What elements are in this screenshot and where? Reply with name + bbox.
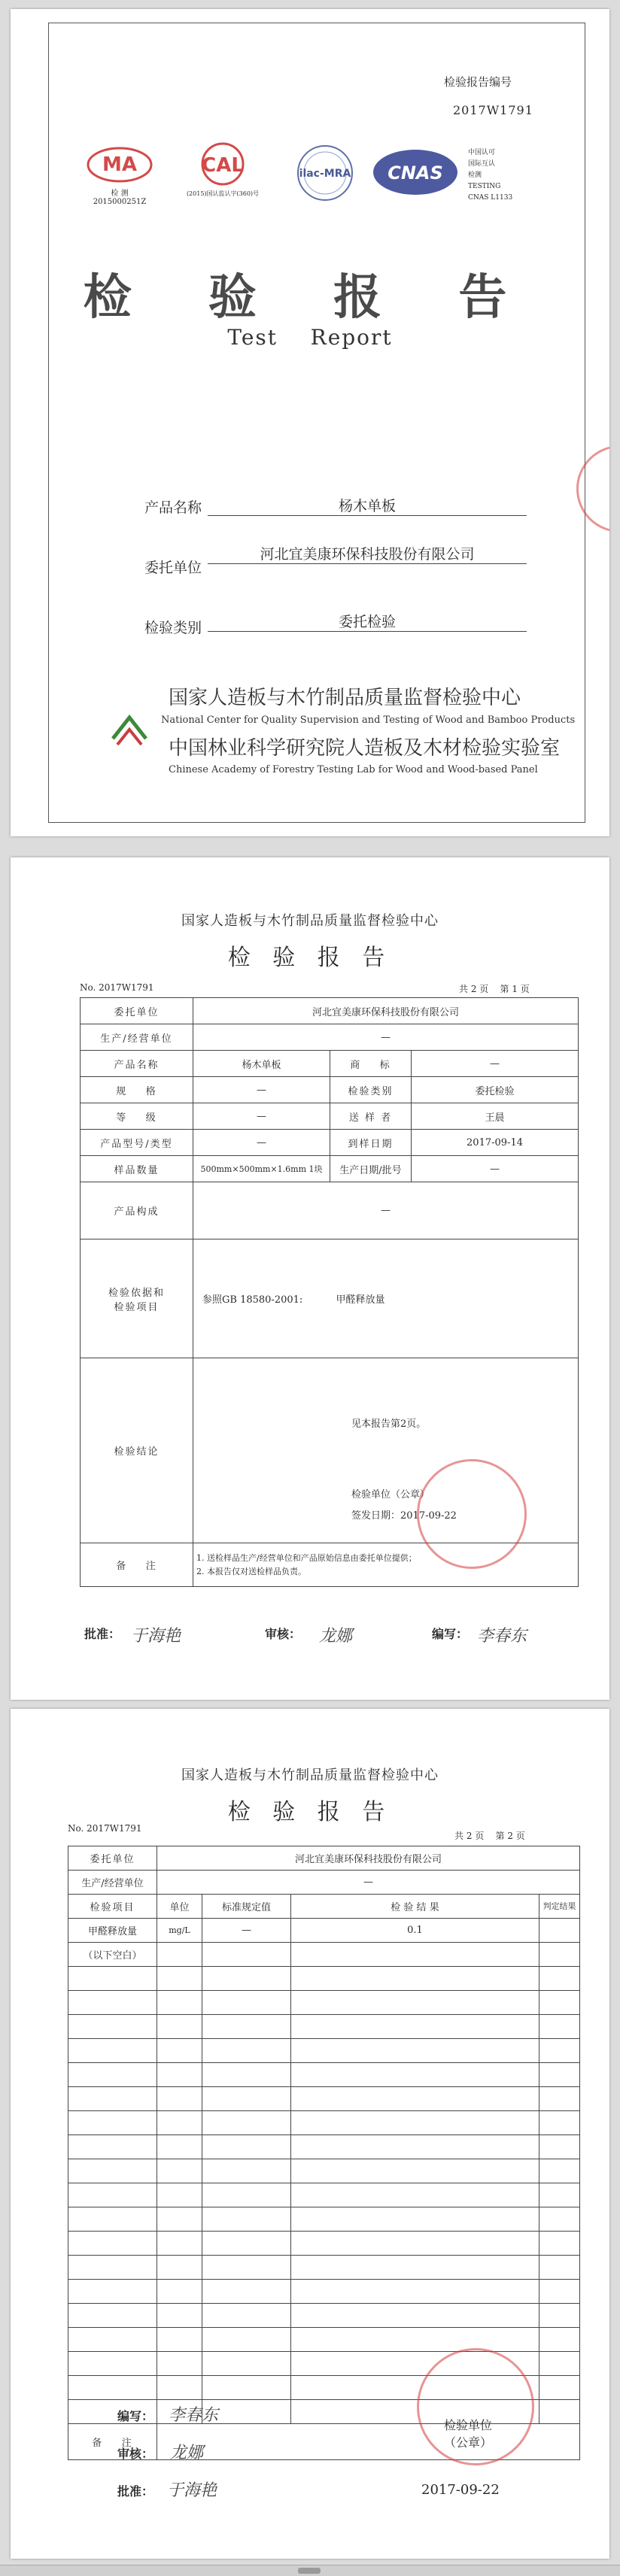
- remark-label: 备 注: [81, 1543, 193, 1587]
- page-title: 检 验 报 告: [227, 945, 393, 971]
- table-row: [81, 1103, 579, 1130]
- compose-label: 产品构成: [81, 1182, 193, 1239]
- client-value: 河北宜美康环保科技股份有限公司: [208, 543, 527, 564]
- report-no: 2017W1791: [453, 103, 533, 117]
- empty-cell: [68, 2039, 157, 2063]
- maker-value: —: [157, 1871, 580, 1895]
- empty-cell: [157, 2207, 202, 2232]
- blank-note: （以下空白）: [68, 1943, 157, 1967]
- empty-cell: [157, 2304, 202, 2328]
- red-seal: [417, 1459, 527, 1569]
- report-number: No. 2017W1791: [68, 1823, 142, 1834]
- empty-cell: [68, 2111, 157, 2135]
- empty-cell: [68, 2159, 157, 2183]
- client-value: 河北宜美康环保科技股份有限公司: [157, 1846, 580, 1871]
- empty-cell: [539, 2039, 580, 2063]
- empty-cell: [202, 2183, 291, 2207]
- empty-cell: [539, 2304, 580, 2328]
- empty-cell: [291, 2063, 539, 2087]
- empty-cell: [202, 2232, 291, 2256]
- empty-cell: [539, 1967, 580, 1991]
- table-row: [68, 1967, 580, 1991]
- compile-signature: 李春东: [477, 1627, 527, 1646]
- empty-cell: [68, 1967, 157, 1991]
- maker-value: —: [193, 1024, 579, 1051]
- basis-value-cell: [193, 1239, 579, 1358]
- compile-signature: 李春东: [169, 2406, 219, 2425]
- cnas-note-line: CNAS L1133: [468, 194, 513, 202]
- empty-cell: [539, 2111, 580, 2135]
- empty-cell: [157, 2376, 202, 2400]
- empty-cell: [539, 2135, 580, 2159]
- qty-value: 500mm×500mm×1.6mm 1块: [193, 1156, 330, 1182]
- empty-cell: [157, 2063, 202, 2087]
- cnas-note-line: 检测: [468, 171, 482, 179]
- remark-cell: [193, 1543, 579, 1587]
- sender-value: 王晨: [412, 1103, 579, 1130]
- brand-value: —: [412, 1051, 579, 1077]
- cal-text: (2015)国认监认字(360)号: [186, 190, 260, 197]
- spec-label: 规 格: [81, 1077, 193, 1103]
- table-row: [68, 2111, 580, 2135]
- empty-cell: [291, 1967, 539, 1991]
- basis-item: 甲醛释放量: [336, 1294, 385, 1306]
- empty-cell: [157, 2039, 202, 2063]
- empty-cell: [291, 2328, 539, 2352]
- empty-cell: [539, 2232, 580, 2256]
- col-item: 检验项目: [68, 1895, 157, 1919]
- approve-label: 批准：: [84, 1627, 121, 1641]
- empty-cell: [539, 2183, 580, 2207]
- empty-cell: [68, 2304, 157, 2328]
- empty-cell: [157, 2183, 202, 2207]
- page-count: 共 2 页 第 1 页: [459, 984, 530, 994]
- empty-cell: [202, 1943, 291, 1967]
- empty-cell: [291, 2111, 539, 2135]
- page-title: 检 验 报 告: [227, 1799, 393, 1825]
- table-row: [68, 2135, 580, 2159]
- empty-cell: [202, 2135, 291, 2159]
- empty-cell: [157, 2280, 202, 2304]
- empty-cell: [539, 2376, 580, 2400]
- ilac-text: ilac-MRA: [299, 168, 351, 180]
- empty-cell: [202, 2256, 291, 2280]
- review-signature: 龙娜: [170, 2444, 204, 2462]
- cnas-note-line: 中国认可: [468, 149, 496, 156]
- org-name-en-1: National Center for Quality Supervision and Testing of Wood and Bamboo Products: [161, 715, 576, 726]
- review-signature: 龙娜: [319, 1627, 353, 1646]
- seal-text: 检验单位（公章）: [351, 1489, 430, 1500]
- report-number: No. 2017W1791: [80, 982, 154, 993]
- row-judge: [539, 1919, 580, 1943]
- org-name-cn-1: 国家人造板与木竹制品质量监督检验中心: [169, 687, 521, 709]
- empty-cell: [291, 1991, 539, 2015]
- cover-page: [11, 9, 609, 836]
- table-row: [68, 1846, 580, 1871]
- empty-cell: [157, 2087, 202, 2111]
- cnas-note-line: 国际互认: [468, 160, 496, 168]
- type-value: 委托检验: [412, 1077, 579, 1103]
- report-date: 2017-09-22: [421, 2482, 500, 2498]
- table-row: [81, 1156, 579, 1182]
- table-row: [68, 2159, 580, 2183]
- seal-label-line: 检验单位: [443, 2418, 492, 2432]
- date-label: 生产日期/批号: [330, 1156, 412, 1182]
- empty-cell: [68, 2352, 157, 2376]
- table-row: [68, 2280, 580, 2304]
- empty-cell: [291, 2135, 539, 2159]
- svg-text:MA: MA: [102, 153, 137, 176]
- cma-logo: [86, 146, 153, 206]
- product-name-value: 杨木单板: [208, 495, 527, 516]
- ilac-logo: [287, 143, 363, 203]
- table-row: [81, 1239, 579, 1358]
- empty-cell: [68, 2015, 157, 2039]
- conclusion-label: 检验结论: [81, 1358, 193, 1543]
- empty-cell: [157, 2232, 202, 2256]
- empty-cell: [68, 2256, 157, 2280]
- client-label: 委托单位: [144, 560, 202, 576]
- compose-value: —: [193, 1182, 579, 1239]
- inspection-type-value: 委托检验: [208, 611, 527, 632]
- page-header: 国家人造板与木竹制品质量监督检验中心: [181, 1767, 439, 1783]
- page-count: 共 2 页 第 2 页: [454, 1831, 525, 1841]
- compile-label: 编写：: [432, 1627, 469, 1641]
- empty-cell: [291, 2256, 539, 2280]
- empty-cell: [539, 2328, 580, 2352]
- col-std: 标准规定值: [202, 1895, 291, 1919]
- report-page-1: [11, 857, 609, 1700]
- conclusion-text: 见本报告第2页。: [351, 1418, 427, 1430]
- empty-cell: [68, 1991, 157, 2015]
- table-row: [68, 2207, 580, 2232]
- table-row: [68, 2087, 580, 2111]
- empty-cell: [539, 2063, 580, 2087]
- empty-cell: [291, 2232, 539, 2256]
- cnas-note-line: TESTING: [468, 183, 501, 190]
- empty-cell: [157, 2015, 202, 2039]
- empty-cell: [202, 1967, 291, 1991]
- client-value: 河北宜美康环保科技股份有限公司: [193, 998, 579, 1024]
- org-name-en-2: Chinese Academy of Forestry Testing Lab for Wood and Wood-based Panel: [169, 764, 538, 775]
- sender-label: 送 样 者: [330, 1103, 412, 1130]
- basis-label-line: 检验依据和: [108, 1287, 165, 1299]
- report-no-label: 检验报告编号: [444, 75, 512, 89]
- cma-text: 检 测: [111, 190, 129, 198]
- empty-cell: [202, 2280, 291, 2304]
- model-value: —: [193, 1130, 330, 1156]
- empty-cell: [202, 1991, 291, 2015]
- table-row: [68, 2063, 580, 2087]
- basis-label: [81, 1239, 193, 1358]
- table-row: [81, 998, 579, 1024]
- empty-cell: [539, 2159, 580, 2183]
- empty-cell: [68, 2376, 157, 2400]
- empty-cell: [202, 2015, 291, 2039]
- empty-cell: [157, 1967, 202, 1991]
- empty-cell: [68, 2232, 157, 2256]
- table-row: [68, 1871, 580, 1895]
- table-row: [68, 2015, 580, 2039]
- table-row: [68, 2039, 580, 2063]
- empty-cell: [539, 2280, 580, 2304]
- empty-cell: [202, 2039, 291, 2063]
- cma-code: 2015000251Z: [93, 198, 147, 206]
- empty-cell: [68, 2087, 157, 2111]
- seal-label: [432, 2416, 504, 2450]
- empty-cell: [157, 2159, 202, 2183]
- approve-signature: 于海艳: [167, 2481, 217, 2500]
- empty-cell: [539, 2352, 580, 2376]
- empty-cell: [202, 2159, 291, 2183]
- cover-title-en: Test Report: [227, 325, 393, 350]
- org-logo: [107, 708, 152, 757]
- org-name-cn-2: 中国林业科学研究院人造板及木材检验实验室: [169, 737, 561, 760]
- empty-cell: [157, 2135, 202, 2159]
- empty-cell: [291, 2280, 539, 2304]
- product-name-label: 产品名称: [144, 499, 202, 516]
- type-label: 检验类别: [330, 1077, 412, 1103]
- empty-cell: [539, 2400, 580, 2424]
- product-label: 产品名称: [81, 1051, 193, 1077]
- remark-label: 备 注: [68, 2424, 157, 2460]
- arrive-label: 到样日期: [330, 1130, 412, 1156]
- row-item: 甲醛释放量: [68, 1919, 157, 1943]
- empty-cell: [539, 2087, 580, 2111]
- grade-label: 等 级: [81, 1103, 193, 1130]
- empty-cell: [291, 2015, 539, 2039]
- empty-cell: [68, 2328, 157, 2352]
- empty-cell: [202, 2063, 291, 2087]
- empty-cell: [68, 2183, 157, 2207]
- col-judge: 判定结果: [539, 1895, 580, 1919]
- table-row: [68, 2232, 580, 2256]
- table-row: [68, 2256, 580, 2280]
- empty-cell: [291, 2159, 539, 2183]
- table-row: [81, 1182, 579, 1239]
- empty-cell: [202, 2304, 291, 2328]
- basis-label-line: 检验项目: [114, 1301, 160, 1313]
- approve-label: 批准：: [117, 2484, 154, 2499]
- remark-line: 1. 送检样品生产/经营单位和产品原始信息由委托单位提供；: [196, 1552, 417, 1563]
- empty-cell: [539, 1943, 580, 1967]
- empty-cell: [157, 1991, 202, 2015]
- empty-cell: [539, 2256, 580, 2280]
- table-row: [81, 1024, 579, 1051]
- empty-cell: [202, 2328, 291, 2352]
- table-row: [68, 1895, 580, 1919]
- spec-value: —: [193, 1077, 330, 1103]
- empty-cell: [202, 2352, 291, 2376]
- table-row: [81, 1077, 579, 1103]
- empty-cell: [539, 1991, 580, 2015]
- empty-cell: [291, 2039, 539, 2063]
- table-row: [68, 1919, 580, 1943]
- maker-label: 生产/经营单位: [81, 1024, 193, 1051]
- table-row: [81, 1130, 579, 1156]
- empty-cell: [291, 2183, 539, 2207]
- model-label: 产品型号/类型: [81, 1130, 193, 1156]
- product-value: 杨木单板: [193, 1051, 330, 1077]
- empty-cell: [291, 1943, 539, 1967]
- table-row: [68, 2304, 580, 2328]
- client-label: 委托单位: [81, 998, 193, 1024]
- col-result: 检 验 结 果: [291, 1895, 539, 1919]
- maker-label: 生产/经营单位: [68, 1871, 157, 1895]
- table-row: [81, 1051, 579, 1077]
- review-label: 审核：: [265, 1627, 302, 1641]
- empty-cell: [539, 2207, 580, 2232]
- empty-cell: [202, 2376, 291, 2400]
- empty-cell: [68, 2135, 157, 2159]
- empty-cell: [157, 1943, 202, 1967]
- empty-cell: [291, 2087, 539, 2111]
- col-unit: 单位: [157, 1895, 202, 1919]
- qty-label: 样品数量: [81, 1156, 193, 1182]
- empty-cell: [202, 2207, 291, 2232]
- empty-cell: [68, 2063, 157, 2087]
- table-row: [68, 2328, 580, 2352]
- svg-text:CAL: CAL: [202, 154, 244, 177]
- empty-cell: [157, 2111, 202, 2135]
- inspection-type-label: 检验类别: [144, 620, 202, 636]
- row-result: 0.1: [291, 1919, 539, 1943]
- empty-cell: [157, 2256, 202, 2280]
- review-label: 审核：: [117, 2447, 154, 2461]
- grade-value: —: [193, 1103, 330, 1130]
- horizontal-scrollbar[interactable]: [0, 2565, 620, 2576]
- empty-cell: [202, 2111, 291, 2135]
- arrive-value: 2017-09-14: [412, 1130, 579, 1156]
- cnas-text: CNAS: [388, 162, 443, 184]
- empty-cell: [157, 2352, 202, 2376]
- compile-label: 编写：: [117, 2409, 154, 2423]
- cover-title-cn: 检 验 报 告: [83, 269, 537, 326]
- empty-cell: [68, 2207, 157, 2232]
- empty-cell: [291, 2207, 539, 2232]
- row-unit: mg/L: [157, 1919, 202, 1943]
- cnas-note: [468, 147, 512, 204]
- date-value: —: [412, 1156, 579, 1182]
- approve-signature: 于海艳: [131, 1627, 181, 1646]
- empty-cell: [291, 2304, 539, 2328]
- table-row: [68, 1991, 580, 2015]
- cnas-logo: [370, 146, 460, 199]
- report-page-2: [11, 1709, 609, 2559]
- remark-line: 2. 本报告仅对送检样品负责。: [196, 1566, 306, 1576]
- cal-logo: [185, 141, 260, 202]
- scrollbar-thumb[interactable]: [298, 2568, 321, 2574]
- empty-cell: [157, 2328, 202, 2352]
- empty-cell: [539, 2015, 580, 2039]
- client-label: 委托单位: [68, 1846, 157, 1871]
- row-std: —: [202, 1919, 291, 1943]
- brand-label: 商 标: [330, 1051, 412, 1077]
- empty-cell: [202, 2087, 291, 2111]
- seal-label-line: （公章）: [443, 2435, 492, 2450]
- table-row: [68, 2183, 580, 2207]
- sign-date: 签发日期：2017-09-22: [351, 1510, 457, 1522]
- table-row: [68, 1943, 580, 1967]
- page-header: 国家人造板与木竹制品质量监督检验中心: [181, 913, 439, 929]
- empty-cell: [68, 2280, 157, 2304]
- basis-standard: 参照GB 18580-2001:: [202, 1294, 303, 1306]
